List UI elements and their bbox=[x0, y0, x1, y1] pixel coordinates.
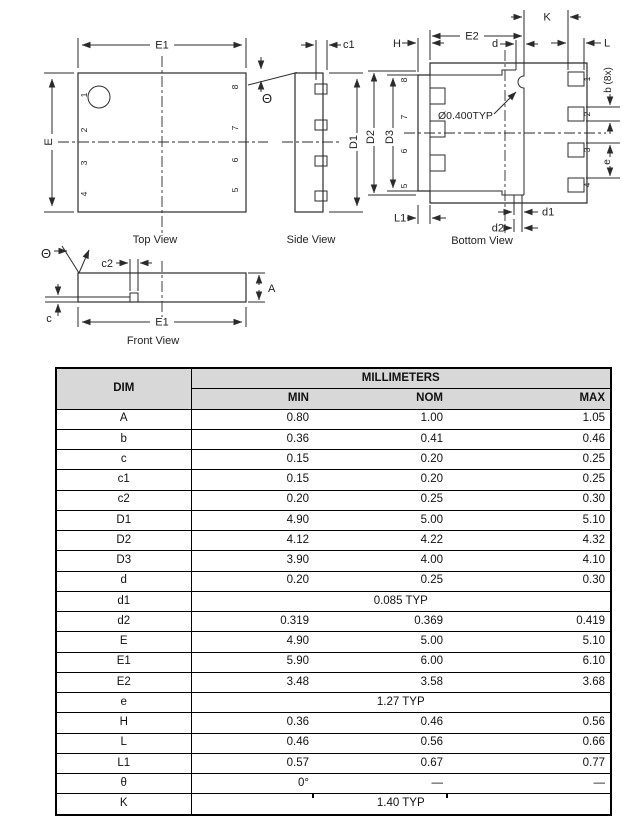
max-cell: 5.10 bbox=[448, 510, 611, 530]
table-row bbox=[56, 490, 611, 510]
nom-cell: 0.46 bbox=[314, 713, 448, 733]
table-row bbox=[56, 571, 611, 591]
max-cell: — bbox=[448, 774, 611, 794]
max-cell: 6.10 bbox=[448, 652, 611, 672]
table-row bbox=[56, 510, 611, 530]
top-view bbox=[43, 38, 268, 246]
bottom-b-dim-label: b (8x) bbox=[603, 67, 614, 93]
nom-cell: 0.369 bbox=[314, 612, 448, 632]
bottom-view-package-outline bbox=[418, 63, 587, 203]
side-view-title: Side View bbox=[286, 234, 336, 246]
top-pin-number: 5 bbox=[230, 187, 240, 193]
bottom-pin-number: 6 bbox=[399, 148, 409, 154]
package-outline-drawing bbox=[0, 0, 638, 360]
side-d1-dim-label: D1 bbox=[348, 134, 360, 150]
max-cell: 0.77 bbox=[448, 753, 611, 773]
dim-cell: D1 bbox=[56, 510, 191, 530]
max-cell: 3.68 bbox=[448, 672, 611, 692]
bottom-d2s-dim-label: d2 bbox=[491, 222, 504, 235]
dim-cell: c bbox=[56, 450, 191, 470]
top-pin-number: 4 bbox=[79, 191, 89, 197]
min-cell: 4.90 bbox=[191, 510, 314, 530]
dim-cell: E bbox=[56, 632, 191, 652]
dim-cell: c2 bbox=[56, 490, 191, 510]
span-value-cell: 0.085 TYP bbox=[191, 591, 611, 611]
bottom-k-dim-label: K bbox=[543, 11, 551, 24]
min-cell: 0.80 bbox=[191, 409, 314, 429]
max-cell: 0.25 bbox=[448, 450, 611, 470]
min-cell: 0.46 bbox=[191, 733, 314, 753]
table-row bbox=[56, 551, 611, 571]
table-row bbox=[56, 450, 611, 470]
top-view-title: Top View bbox=[132, 234, 178, 246]
dim-cell: D2 bbox=[56, 531, 191, 551]
table-row bbox=[56, 713, 611, 733]
min-cell: 0.20 bbox=[191, 571, 314, 591]
min-cell: 0.36 bbox=[191, 713, 314, 733]
nom-cell: 6.00 bbox=[314, 652, 448, 672]
table-row bbox=[56, 672, 611, 692]
min-column-header: MIN bbox=[191, 389, 314, 409]
min-cell: 5.90 bbox=[191, 652, 314, 672]
bottom-pin-number: 2 bbox=[582, 111, 592, 117]
dim-column-header: DIM bbox=[56, 368, 191, 409]
max-cell: 0.46 bbox=[448, 429, 611, 449]
table-bottom-tick bbox=[446, 793, 448, 798]
nom-cell: 5.00 bbox=[314, 510, 448, 530]
dim-cell: b bbox=[56, 429, 191, 449]
dim-cell: e bbox=[56, 693, 191, 713]
max-cell: 0.66 bbox=[448, 733, 611, 753]
min-cell: 0.15 bbox=[191, 450, 314, 470]
max-cell: 4.32 bbox=[448, 531, 611, 551]
max-cell: 0.56 bbox=[448, 713, 611, 733]
table-header-row bbox=[56, 368, 611, 389]
max-cell: 0.30 bbox=[448, 571, 611, 591]
min-cell: 0.36 bbox=[191, 429, 314, 449]
bottom-d1-dim-label: d1 bbox=[542, 206, 555, 219]
nom-cell: 0.20 bbox=[314, 470, 448, 490]
table-row bbox=[56, 693, 611, 713]
top-pin-number: 7 bbox=[230, 125, 240, 131]
nom-column-header: NOM bbox=[314, 389, 448, 409]
dim-cell: E2 bbox=[56, 672, 191, 692]
dim-cell: θ bbox=[56, 774, 191, 794]
min-cell: 0° bbox=[191, 774, 314, 794]
pin1-indicator-circle bbox=[88, 86, 110, 108]
max-column-header: MAX bbox=[448, 389, 611, 409]
bottom-pin-number: 7 bbox=[399, 114, 409, 120]
top-pin-number: 2 bbox=[79, 127, 89, 133]
front-c2-dim-label: c2 bbox=[101, 258, 113, 270]
span-value-cell: 1.40 TYP bbox=[191, 794, 611, 815]
bottom-h-dim-label: H bbox=[393, 38, 401, 50]
dim-cell: L1 bbox=[56, 753, 191, 773]
bottom-pin-number: 3 bbox=[582, 147, 592, 153]
min-cell: 0.15 bbox=[191, 470, 314, 490]
min-cell: 3.48 bbox=[191, 672, 314, 692]
nom-cell: 0.56 bbox=[314, 733, 448, 753]
max-cell: 0.25 bbox=[448, 470, 611, 490]
bottom-e-dim-label: e bbox=[602, 159, 613, 165]
table-row bbox=[56, 774, 611, 794]
table-row bbox=[56, 470, 611, 490]
dim-cell: c1 bbox=[56, 470, 191, 490]
nom-cell: 0.25 bbox=[314, 571, 448, 591]
table-row bbox=[56, 632, 611, 652]
table-row bbox=[56, 753, 611, 773]
dim-table-body bbox=[56, 409, 611, 815]
top-e1-dim-label: E1 bbox=[155, 39, 169, 52]
bottom-view-title: Bottom View bbox=[451, 235, 513, 247]
min-cell: 4.12 bbox=[191, 531, 314, 551]
span-value-cell: 1.27 TYP bbox=[191, 693, 611, 713]
bottom-pin-number: 4 bbox=[582, 182, 592, 188]
min-cell: 3.90 bbox=[191, 551, 314, 571]
max-cell: 5.10 bbox=[448, 632, 611, 652]
dim-cell: d2 bbox=[56, 612, 191, 632]
bottom-pin-number: 8 bbox=[399, 77, 409, 83]
table-row bbox=[56, 612, 611, 632]
min-cell: 0.319 bbox=[191, 612, 314, 632]
dim-cell: A bbox=[56, 409, 191, 429]
bottom-d3-dim-label: D3 bbox=[384, 129, 396, 145]
front-c-dim-label: c bbox=[46, 313, 52, 325]
bottom-pin-number: 1 bbox=[582, 76, 592, 82]
front-view-title: Front View bbox=[126, 335, 180, 347]
bottom-l-dim-label: L bbox=[604, 37, 611, 50]
bottom-diameter-note: Ø0.400TYP bbox=[438, 110, 493, 122]
min-cell: 4.90 bbox=[191, 632, 314, 652]
table-row bbox=[56, 733, 611, 753]
nom-cell: 0.67 bbox=[314, 753, 448, 773]
bottom-d2-dim-label: D2 bbox=[365, 129, 377, 145]
dim-cell: K bbox=[56, 794, 191, 815]
side-theta-label: Θ bbox=[261, 91, 273, 106]
bottom-e2-dim-label: E2 bbox=[465, 30, 479, 43]
millimeters-header: MILLIMETERS bbox=[191, 368, 611, 389]
table-row bbox=[56, 429, 611, 449]
side-view bbox=[248, 39, 363, 246]
table-bottom-tick bbox=[312, 793, 314, 798]
table-row bbox=[56, 652, 611, 672]
nom-cell: 0.20 bbox=[314, 450, 448, 470]
front-a-dim-label: A bbox=[268, 283, 276, 295]
nom-cell: 1.00 bbox=[314, 409, 448, 429]
dim-cell: L bbox=[56, 733, 191, 753]
bottom-pin-number: 5 bbox=[399, 183, 409, 189]
nom-cell: 5.00 bbox=[314, 632, 448, 652]
nom-cell: 4.22 bbox=[314, 531, 448, 551]
max-cell: 0.419 bbox=[448, 612, 611, 632]
side-c1-dim-label: c1 bbox=[343, 39, 355, 51]
front-lead-bump bbox=[130, 293, 138, 302]
table-row bbox=[56, 409, 611, 429]
nom-cell: 3.58 bbox=[314, 672, 448, 692]
front-theta-label: Θ bbox=[40, 246, 52, 261]
nom-cell: 0.25 bbox=[314, 490, 448, 510]
dim-cell: E1 bbox=[56, 652, 191, 672]
top-pin-number: 8 bbox=[230, 84, 240, 90]
bottom-l1-dim-label: L1 bbox=[394, 212, 407, 225]
nom-cell: — bbox=[314, 774, 448, 794]
dim-cell: H bbox=[56, 713, 191, 733]
max-cell: 4.10 bbox=[448, 551, 611, 571]
table-row bbox=[56, 591, 611, 611]
table-row bbox=[56, 531, 611, 551]
top-pin-number: 1 bbox=[79, 92, 89, 98]
dimensions-table bbox=[55, 367, 612, 816]
dim-cell: d bbox=[56, 571, 191, 591]
min-cell: 0.20 bbox=[191, 490, 314, 510]
table-row bbox=[56, 794, 611, 815]
bottom-view bbox=[365, 10, 620, 247]
max-cell: 0.30 bbox=[448, 490, 611, 510]
max-cell: 1.05 bbox=[448, 409, 611, 429]
min-cell: 0.57 bbox=[191, 753, 314, 773]
front-e1-dim-label: E1 bbox=[155, 316, 169, 329]
front-view bbox=[41, 246, 276, 347]
top-pin-number: 6 bbox=[230, 157, 240, 163]
top-e-dim-label: E bbox=[43, 138, 55, 146]
nom-cell: 4.00 bbox=[314, 551, 448, 571]
dim-cell: d1 bbox=[56, 591, 191, 611]
dim-cell: D3 bbox=[56, 551, 191, 571]
top-pin-number: 3 bbox=[79, 160, 89, 166]
bottom-d-dim-label: d bbox=[491, 38, 499, 50]
nom-cell: 0.41 bbox=[314, 429, 448, 449]
